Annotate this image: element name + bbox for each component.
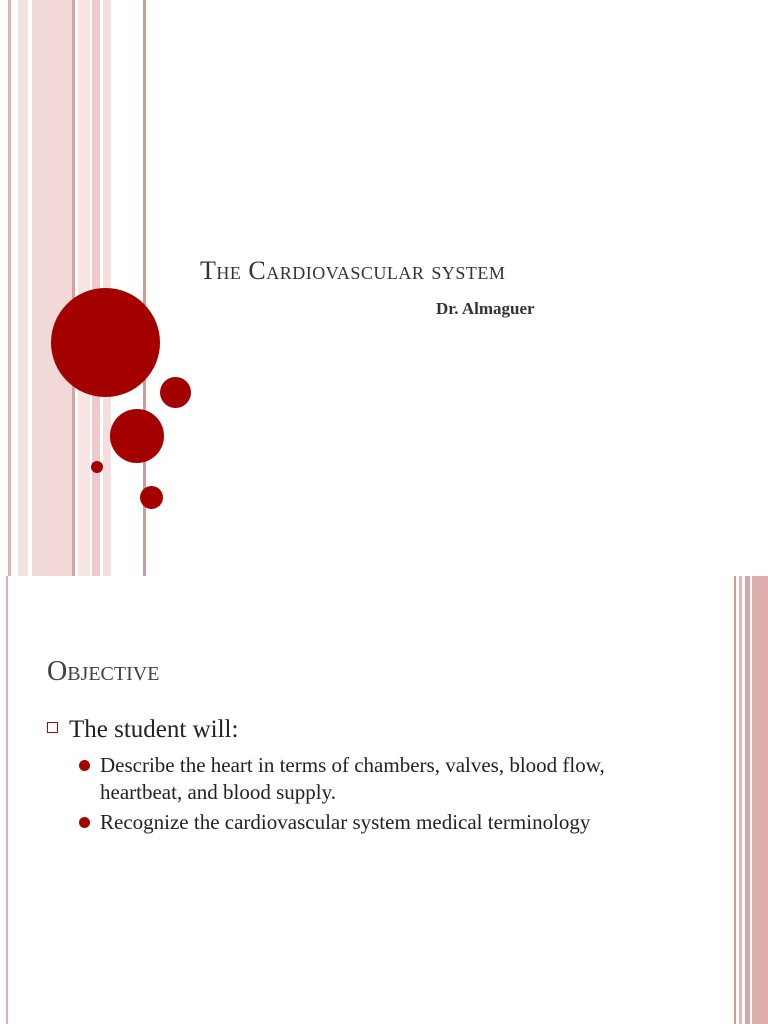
stripe [8, 0, 11, 576]
slide-title: The Cardiovascular system [200, 256, 506, 285]
stripe [72, 0, 75, 576]
stripe [78, 0, 90, 576]
small-circle [160, 377, 191, 408]
small-circle [140, 486, 163, 509]
sub-bullet-item [79, 752, 639, 806]
stripe [734, 576, 736, 1024]
box-bullet-icon [47, 722, 58, 733]
stripe [32, 0, 72, 576]
circle-bullet-icon [79, 817, 90, 828]
stripe [18, 0, 28, 576]
circle-bullet-icon [79, 760, 90, 771]
stripe [752, 576, 768, 1024]
medium-circle [110, 409, 164, 463]
bullet-text: The student will: [69, 716, 239, 743]
tiny-circle [91, 461, 103, 473]
stripe [739, 576, 742, 1024]
left-border-line [6, 576, 8, 1024]
sub-bullet-text: Describe the heart in terms of chambers, valves, blood flow, heartbeat, and blood supply. [100, 753, 605, 804]
slide-title: Objective [47, 656, 160, 687]
sub-bullet-text: Recognize the cardiovascular system medical terminology [100, 810, 591, 834]
bullet-item [47, 716, 238, 744]
sub-bullet-item [79, 809, 639, 836]
stripe [745, 576, 750, 1024]
objective-slide [0, 576, 768, 1024]
large-circle [51, 288, 160, 397]
slide-subtitle: Dr. Almaguer [436, 299, 535, 318]
